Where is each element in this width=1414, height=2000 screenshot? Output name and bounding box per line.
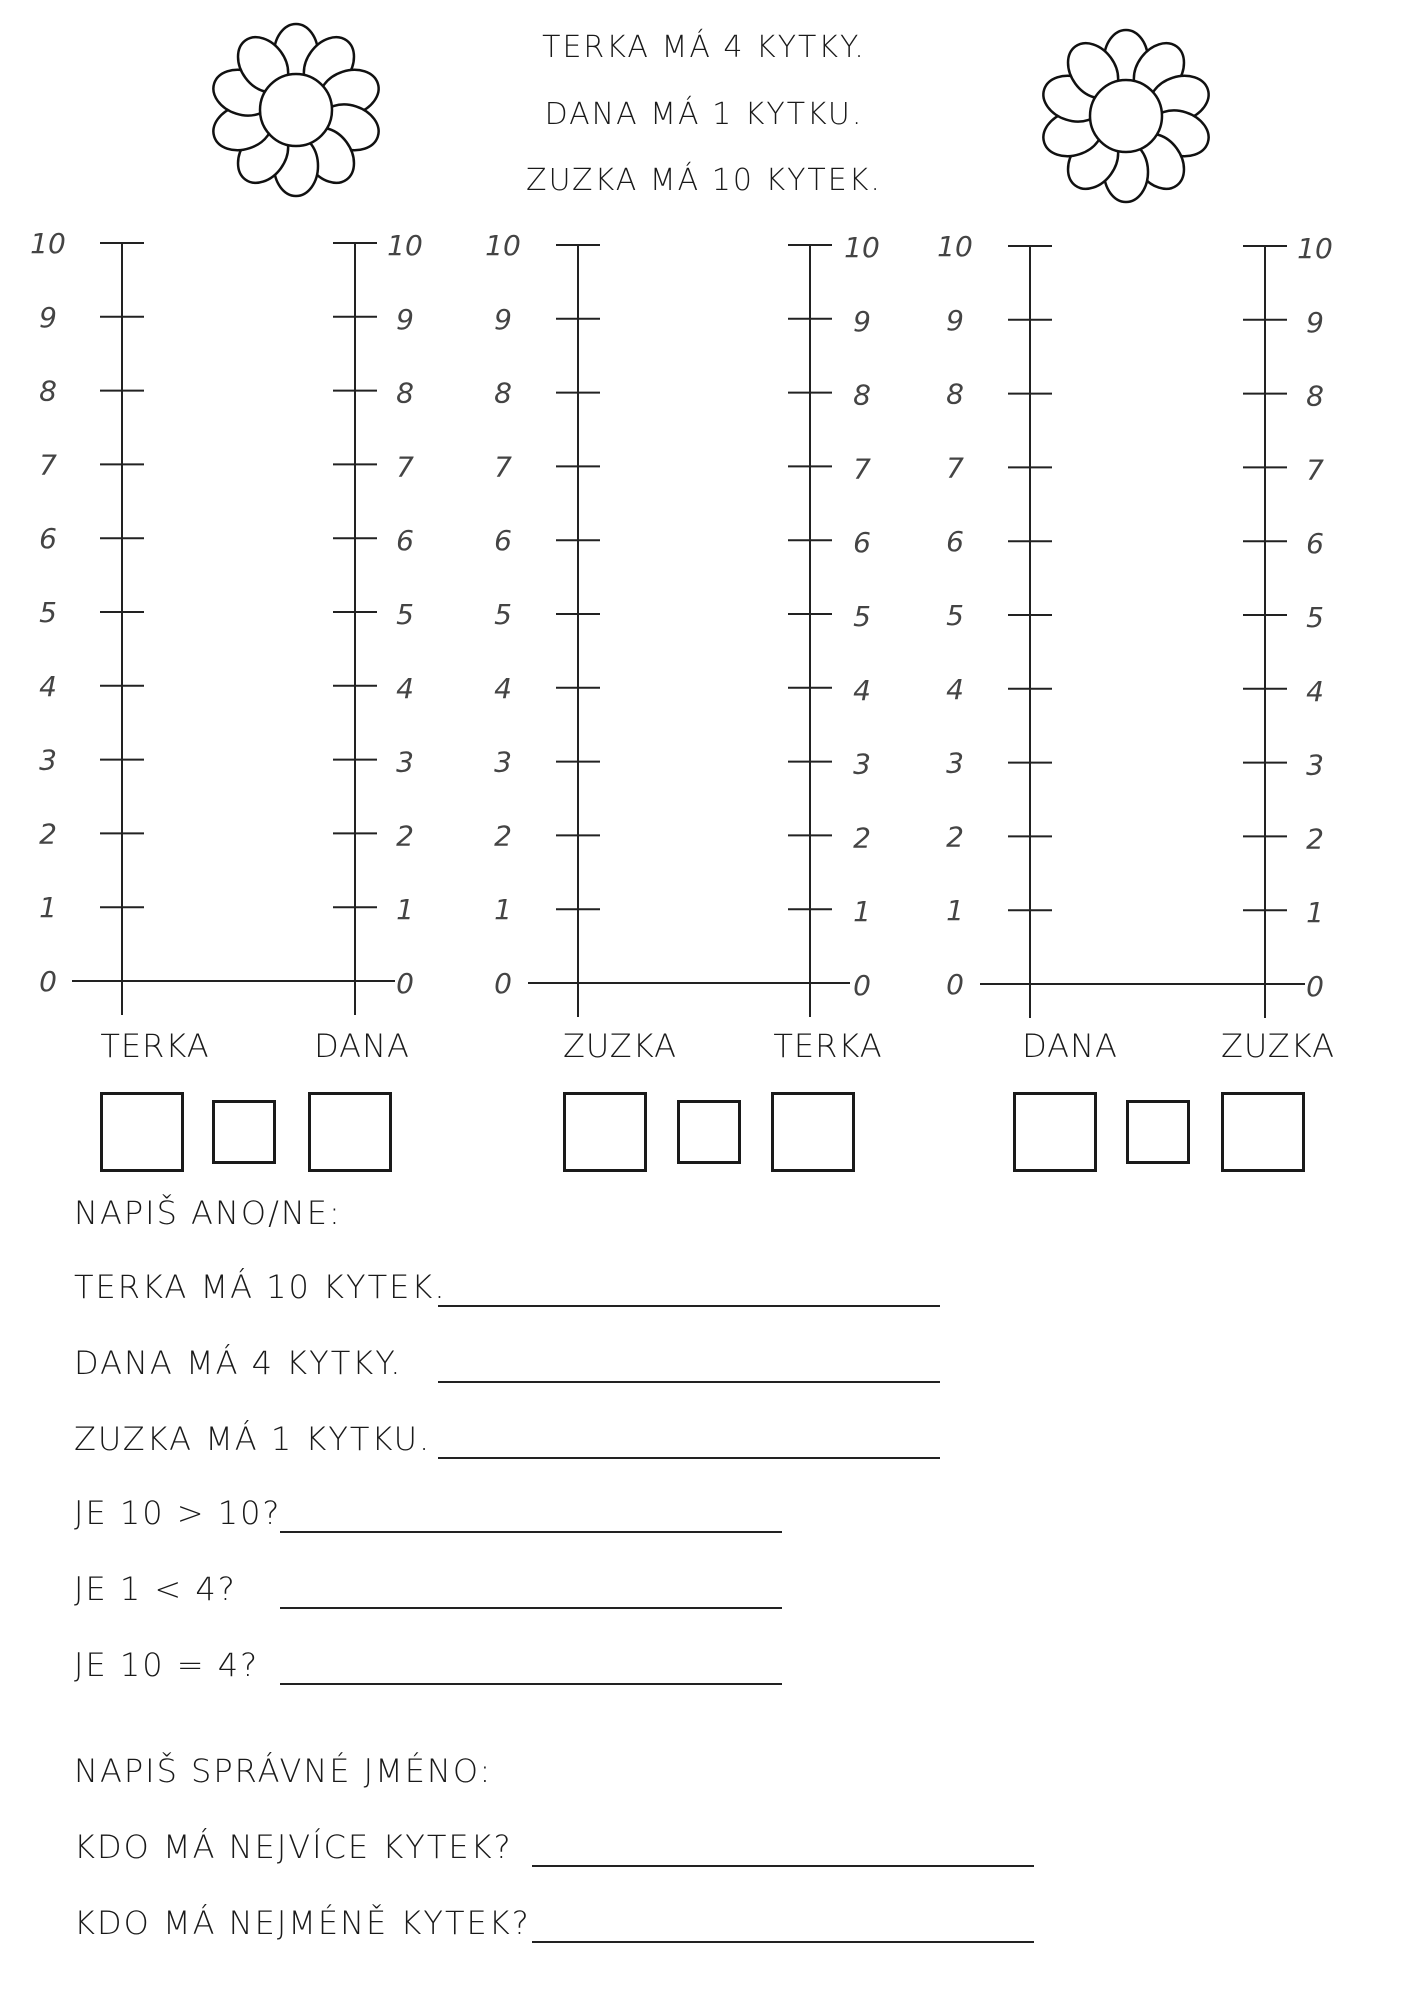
tick-label: 0	[494, 967, 512, 1000]
tick-label: 6	[494, 524, 512, 558]
section-ano-ne-title: NAPIŠ ANO/NE:	[74, 1194, 342, 1232]
answer-box-3a[interactable]	[1013, 1092, 1097, 1172]
tick-label: 2	[39, 817, 57, 851]
tick-label: 8	[396, 376, 414, 410]
tick-label: 0	[946, 968, 964, 1001]
tick-label: 1	[853, 895, 871, 929]
sign-box-3[interactable]	[1126, 1100, 1190, 1164]
answer-box-2b[interactable]	[771, 1092, 855, 1172]
tick-label: 4	[946, 672, 964, 706]
tick-label: 9	[494, 302, 512, 336]
tick-label: 4	[1306, 674, 1324, 708]
tick-label: 2	[494, 819, 512, 853]
tick-label: 3	[494, 745, 512, 779]
question-most: KDO MÁ NEJVÍCE KYTEK?	[74, 1828, 513, 1866]
statement-4: JE 10 > 10?	[74, 1494, 282, 1532]
tick-label: 6	[1306, 527, 1324, 561]
answer-line-2[interactable]	[438, 1381, 940, 1383]
tick-label: 1	[1306, 896, 1324, 930]
answer-line-most[interactable]	[532, 1865, 1034, 1867]
answer-box-2a[interactable]	[563, 1092, 647, 1172]
tick-label: 3	[39, 743, 57, 777]
tick-label: 1	[494, 893, 512, 927]
tick-label: 4	[494, 671, 512, 705]
tick-label: 10	[485, 229, 521, 262]
tick-label: 9	[1306, 305, 1324, 339]
tick-label: 0	[1306, 970, 1324, 1003]
statement-3: ZUZKA MÁ 1 KYTKU.	[74, 1420, 432, 1458]
tick-label: 7	[853, 452, 871, 486]
tick-label: 7	[39, 448, 57, 482]
answer-box-1a[interactable]	[100, 1092, 184, 1172]
answer-box-3b[interactable]	[1221, 1092, 1305, 1172]
tick-label: 0	[396, 967, 414, 1000]
tick-label: 9	[853, 304, 871, 338]
tick-label: 7	[946, 451, 964, 485]
tick-label: 4	[853, 673, 871, 707]
answer-line-6[interactable]	[280, 1683, 782, 1685]
tick-label: 3	[396, 745, 414, 779]
tick-label: 8	[1306, 379, 1324, 413]
tick-label: 1	[39, 891, 57, 925]
statement-6: JE 10 = 4?	[74, 1646, 260, 1684]
statement-5: JE 1 < 4?	[74, 1570, 237, 1608]
tick-label: 7	[494, 450, 512, 484]
tick-label: 6	[946, 525, 964, 559]
tick-label: 5	[946, 599, 964, 632]
tick-label: 1	[946, 894, 964, 928]
tick-label: 5	[853, 600, 871, 633]
tick-label: 10	[30, 227, 66, 260]
tick-label: 9	[39, 300, 57, 334]
tick-label: 3	[946, 746, 964, 780]
chart-1-right-name: DANA	[314, 1027, 410, 1065]
answer-line-least[interactable]	[532, 1941, 1034, 1943]
statement-1: TERKA MÁ 10 KYTEK.	[74, 1268, 447, 1306]
tick-label: 2	[853, 821, 871, 855]
tick-label: 10	[937, 230, 973, 263]
chart-1-left-name: TERKA	[100, 1027, 210, 1065]
chart-2-left-name: ZUZKA	[562, 1027, 677, 1065]
tick-label: 8	[946, 377, 964, 411]
question-least: KDO MÁ NEJMÉNĚ KYTEK?	[74, 1904, 531, 1942]
section-name-title: NAPIŠ SPRÁVNÉ JMÉNO:	[74, 1752, 493, 1790]
sign-box-1[interactable]	[212, 1100, 276, 1164]
tick-label: 5	[396, 598, 414, 631]
answer-line-1[interactable]	[438, 1305, 940, 1307]
sign-box-2[interactable]	[677, 1100, 741, 1164]
tick-label: 3	[1306, 748, 1324, 782]
chart-3-right-name: ZUZKA	[1220, 1027, 1335, 1065]
tick-label: 6	[39, 522, 57, 556]
intro-line-dana: DANA MÁ 1 KYTKU.	[544, 97, 864, 132]
tick-label: 2	[1306, 822, 1324, 856]
tick-label: 10	[1297, 232, 1333, 265]
answer-line-3[interactable]	[438, 1457, 940, 1459]
chart-2-right-name: TERKA	[773, 1027, 883, 1065]
statement-2: DANA MÁ 4 KYTKY.	[74, 1344, 403, 1382]
tick-label: 0	[853, 969, 871, 1002]
answer-box-1b[interactable]	[308, 1092, 392, 1172]
tick-label: 8	[494, 376, 512, 410]
tick-label: 9	[946, 303, 964, 337]
tick-label: 4	[396, 671, 414, 705]
intro-line-terka: TERKA MÁ 4 KYTKY.	[542, 30, 866, 65]
tick-label: 7	[396, 450, 414, 484]
tick-label: 4	[39, 669, 57, 703]
intro-line-zuzka: ZUZKA MÁ 10 KYTEK.	[526, 163, 882, 198]
tick-label: 10	[844, 231, 880, 264]
tick-label: 10	[387, 229, 423, 262]
tick-label: 2	[396, 819, 414, 853]
answer-line-5[interactable]	[280, 1607, 782, 1609]
answer-line-4[interactable]	[280, 1531, 782, 1533]
tick-label: 8	[39, 374, 57, 408]
tick-label: 7	[1306, 453, 1324, 487]
tick-label: 6	[396, 524, 414, 558]
tick-label: 9	[396, 302, 414, 336]
chart-3-left-name: DANA	[1022, 1027, 1118, 1065]
tick-label: 2	[946, 820, 964, 854]
tick-label: 5	[1306, 601, 1324, 634]
tick-label: 0	[39, 965, 57, 998]
tick-label: 5	[39, 596, 57, 629]
tick-label: 8	[853, 378, 871, 412]
tick-label: 1	[396, 893, 414, 927]
tick-label: 6	[853, 526, 871, 560]
tick-label: 3	[853, 747, 871, 781]
tick-label: 5	[494, 598, 512, 631]
